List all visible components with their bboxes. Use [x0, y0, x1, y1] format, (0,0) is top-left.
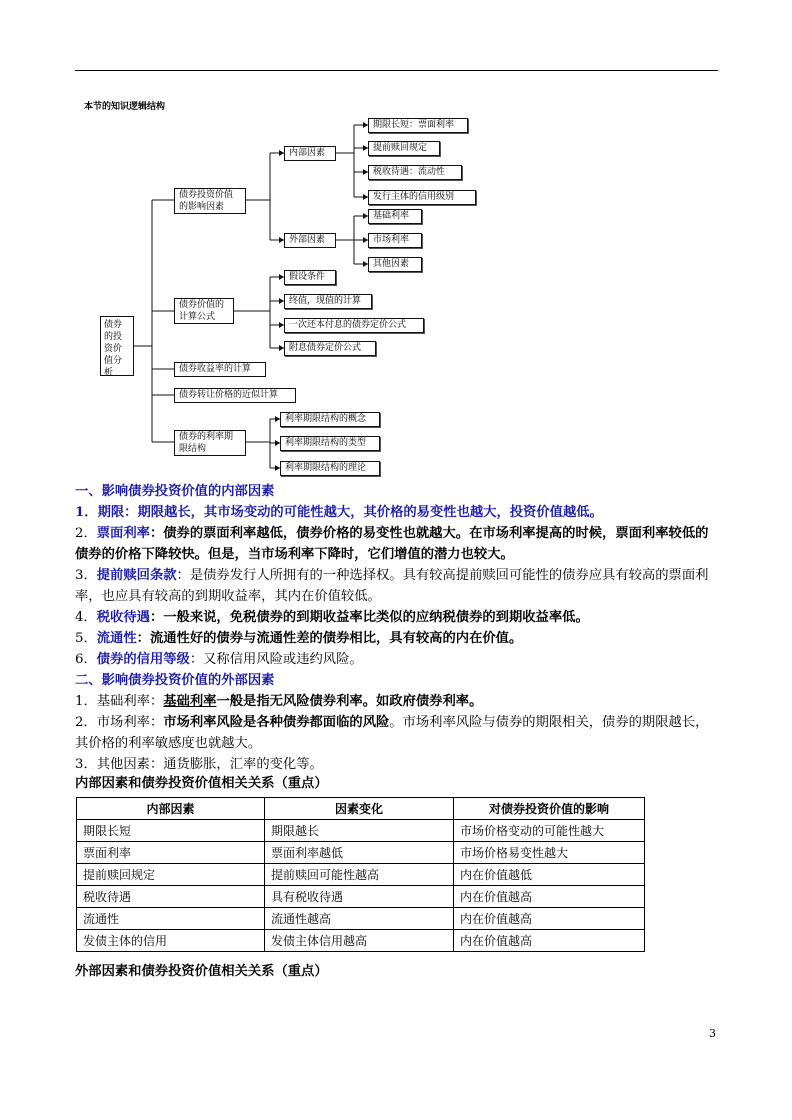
item-number: 5．	[75, 631, 97, 646]
item-term: 债券的信用等级	[96, 652, 190, 667]
table-header: 内部因素	[77, 798, 265, 820]
table-2-title: 外部因素和债券投资价值相关关系（重点）	[75, 964, 328, 979]
item-term: 流通性	[96, 631, 137, 646]
item-number: 2．	[75, 715, 97, 730]
table-row	[77, 930, 645, 952]
table-cell: 票面利率	[77, 842, 265, 864]
section-2-heading: 二、影响债券投资价值的外部因素	[75, 673, 275, 688]
node-formula-item-3: 一次还本付息的债券定价公式	[284, 318, 424, 333]
table-cell: 市场价格易变性越大	[454, 842, 645, 864]
item-term: 基础利率	[163, 694, 217, 709]
item-lead: 其他因素：	[96, 757, 164, 772]
item-number: 3．	[75, 757, 97, 772]
table-row	[77, 842, 645, 864]
external-factor-2	[75, 712, 715, 754]
item-text: ：期限越长，其市场变动的可能性越大，其价格的易变性也越大，投资价值越低。	[124, 505, 603, 520]
table-row	[77, 820, 645, 842]
item-number: 1．	[75, 505, 98, 520]
item-term: 提前赎回条款	[96, 568, 177, 583]
internal-factor-4	[75, 607, 715, 628]
section-1-heading: 一、影响债券投资价值的内部因素	[75, 484, 275, 499]
item-text: ：流通性好的债券与流通性差的债券相比，具有较高的内在价值。	[136, 631, 523, 646]
item-number: 2．	[75, 526, 97, 541]
table-cell: 提前赎回规定	[77, 864, 265, 886]
item-text: 通货膨胀，汇率的变化等。	[163, 757, 323, 772]
table-cell: 税收待遇	[77, 886, 265, 908]
node-influence-factors: 债券投资价值的影响因素	[174, 188, 246, 214]
node-internal-item-1: 期限长短：票面利率	[368, 118, 468, 133]
table-cell: 流通性越高	[265, 908, 454, 930]
header-rule	[75, 70, 718, 71]
item-lead: 基础利率：	[96, 694, 164, 709]
node-term-structure: 债券的利率期限结构	[174, 430, 246, 456]
node-internal-item-3: 税收待遇：流动性	[368, 165, 462, 180]
item-term: 税收待遇	[96, 610, 150, 625]
diagram-title: 本节的知识逻辑结构	[84, 102, 166, 112]
table-1-title: 内部因素和债券投资价值相关关系（重点）	[75, 776, 328, 791]
table-cell: 流通性	[77, 908, 265, 930]
item-lead: 市场利率：	[96, 715, 164, 730]
table-cell: 内在价值越高	[454, 886, 645, 908]
node-external-item-1: 基础利率	[368, 209, 422, 224]
table-cell: 市场价格变动的可能性越大	[454, 820, 645, 842]
table-header: 因素变化	[265, 798, 454, 820]
table-cell: 内在价值越低	[454, 864, 645, 886]
item-text: ：一般来说，免税债券的到期收益率比类似的应纳税债券的到期收益率低。	[149, 610, 589, 625]
item-bold: 市场利率风险是各种债券都面临的风险	[163, 715, 390, 730]
table-cell: 期限长短	[77, 820, 265, 842]
table-row	[77, 864, 645, 886]
item-term: 票面利率	[96, 526, 150, 541]
node-external-item-2: 市场利率	[368, 233, 422, 248]
diagram-root-node: 债券的投资价值分析	[100, 316, 134, 376]
section-1	[75, 481, 715, 775]
internal-factor-3	[75, 565, 715, 607]
internal-factor-6	[75, 649, 715, 670]
table-cell: 发债主体的信用	[77, 930, 265, 952]
node-external-item-3: 其他因素	[368, 257, 422, 272]
item-number: 3．	[75, 568, 97, 583]
item-number: 1．	[75, 694, 97, 709]
internal-factor-2	[75, 523, 715, 565]
table-row	[77, 908, 645, 930]
table-cell: 提前赎回可能性越高	[265, 864, 454, 886]
node-formula-item-4: 附息债券定价公式	[284, 341, 376, 356]
item-text: 一般是指无风险债券利率。如政府债券利率。	[216, 694, 483, 709]
node-transfer-price: 债券转让价格的近似计算	[174, 388, 296, 403]
node-term-item-1: 利率期限结构的概念	[280, 412, 380, 427]
table-header: 对债券投资价值的影响	[454, 798, 645, 820]
node-yield-calc: 债券收益率的计算	[174, 362, 266, 377]
table-row	[77, 886, 645, 908]
internal-factor-1	[75, 502, 715, 523]
item-number: 6．	[75, 652, 97, 667]
node-internal-factors: 内部因素	[284, 146, 336, 161]
table-cell: 发债主体信用越高	[265, 930, 454, 952]
table-header-row	[77, 798, 645, 820]
node-internal-item-2: 提前赎回规定	[368, 141, 440, 156]
page-number: 3	[709, 1027, 716, 1040]
internal-factor-5	[75, 628, 715, 649]
node-internal-item-4: 发行主体的信用级别	[368, 190, 476, 205]
node-value-formula: 债券价值的计算公式	[174, 298, 234, 324]
node-formula-item-1: 假设条件	[284, 270, 336, 285]
knowledge-structure-diagram	[74, 96, 484, 481]
external-factor-1	[75, 691, 715, 712]
table-cell: 具有税收待遇	[265, 886, 454, 908]
item-text: ：是债券发行人所拥有的一种选择权。具有较高提前赎回可能性的债券应具有较高的票面利率，也应具有较高的到期收益率，其内在价值较低。	[75, 568, 709, 604]
node-formula-item-2: 终值，现值的计算	[284, 294, 372, 309]
item-term: 期限	[97, 505, 125, 520]
table-cell: 期限越长	[265, 820, 454, 842]
table-cell: 票面利率越低	[265, 842, 454, 864]
table-cell: 内在价值越高	[454, 930, 645, 952]
item-number: 4．	[75, 610, 97, 625]
node-term-item-3: 利率期限结构的理论	[280, 461, 380, 476]
item-text: ：债券的票面利率越低，债券价格的易变性也就越大。在市场利率提高的时候，票面利率较低的债券的价格下降较快。但是，当市场利率下降时，它们增值的潜力也较大。	[75, 526, 709, 562]
internal-factors-table	[76, 797, 645, 952]
item-text: 。市场利率风险与债券的期限相关，债券的期限越长，其价格的利率敏感度也就越大。	[75, 715, 709, 751]
table-cell: 内在价值越高	[454, 908, 645, 930]
node-external-factors: 外部因素	[284, 233, 336, 248]
node-term-item-2: 利率期限结构的类型	[280, 436, 380, 451]
item-text: ：又称信用风险或违约风险。	[189, 652, 363, 667]
